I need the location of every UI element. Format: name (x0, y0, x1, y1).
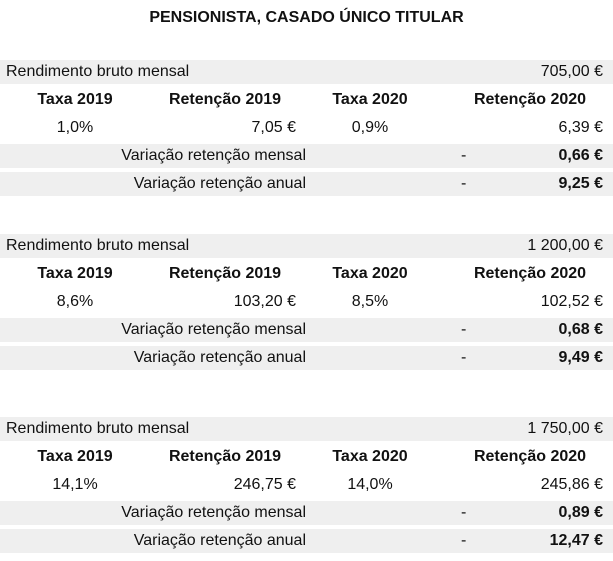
retencao-2019-value: 7,05 € (251, 119, 296, 136)
taxa-2020-value: 14,0% (347, 476, 393, 493)
income-label: Rendimento bruto mensal (6, 420, 190, 437)
income-amount: 1 750,00 € (527, 420, 603, 437)
monthly-variation-dash: - (461, 504, 467, 521)
retencao-2020-value: 245,86 € (540, 476, 603, 493)
header-retencao-2020: Retenção 2020 (473, 448, 587, 465)
header-retencao-2020: Retenção 2020 (473, 265, 587, 282)
income-label: Rendimento bruto mensal (6, 63, 190, 80)
monthly-variation-row (0, 144, 613, 168)
annual-variation-value: 9,49 € (558, 349, 603, 366)
monthly-variation-row (0, 318, 613, 342)
annual-variation-label: Variação retenção anual (133, 175, 306, 192)
header-taxa-2020: Taxa 2020 (332, 91, 408, 108)
monthly-variation-row (0, 501, 613, 525)
monthly-variation-dash: - (461, 321, 467, 338)
monthly-variation-value: 0,66 € (558, 147, 603, 164)
header-row (0, 88, 613, 112)
monthly-variation-label: Variação retenção mensal (121, 321, 306, 338)
income-row (0, 60, 613, 84)
income-amount: 705,00 € (540, 63, 603, 80)
monthly-variation-label: Variação retenção mensal (121, 147, 306, 164)
annual-variation-row (0, 346, 613, 370)
values-row (0, 290, 613, 314)
header-taxa-2020: Taxa 2020 (332, 265, 408, 282)
monthly-variation-label: Variação retenção mensal (121, 504, 306, 521)
monthly-variation-dash: - (461, 147, 467, 164)
taxa-2019-value: 8,6% (56, 293, 94, 310)
income-row (0, 234, 613, 258)
income-label: Rendimento bruto mensal (6, 237, 190, 254)
retencao-2020-value: 6,39 € (558, 119, 603, 136)
values-row (0, 116, 613, 140)
taxa-2019-value: 1,0% (56, 119, 94, 136)
taxa-2020-value: 0,9% (351, 119, 389, 136)
retencao-2019-value: 246,75 € (233, 476, 296, 493)
annual-variation-dash: - (461, 175, 467, 192)
taxa-2020-value: 8,5% (351, 293, 389, 310)
annual-variation-value: 9,25 € (558, 175, 603, 192)
monthly-variation-value: 0,89 € (558, 504, 603, 521)
header-retencao-2019: Retenção 2019 (168, 265, 282, 282)
header-retencao-2020: Retenção 2020 (473, 91, 587, 108)
monthly-variation-value: 0,68 € (558, 321, 603, 338)
header-taxa-2020: Taxa 2020 (332, 448, 408, 465)
header-retencao-2019: Retenção 2019 (168, 448, 282, 465)
taxa-2019-value: 14,1% (52, 476, 98, 493)
retencao-2019-value: 103,20 € (233, 293, 296, 310)
values-row (0, 473, 613, 497)
annual-variation-row (0, 172, 613, 196)
annual-variation-dash: - (461, 532, 467, 549)
header-taxa-2019: Taxa 2019 (37, 448, 113, 465)
annual-variation-row (0, 529, 613, 553)
annual-variation-value: 12,47 € (549, 532, 603, 549)
income-amount: 1 200,00 € (527, 237, 603, 254)
annual-variation-dash: - (461, 349, 467, 366)
income-row (0, 417, 613, 441)
header-row (0, 262, 613, 286)
annual-variation-label: Variação retenção anual (133, 532, 306, 549)
retencao-2020-value: 102,52 € (540, 293, 603, 310)
header-taxa-2019: Taxa 2019 (37, 265, 113, 282)
header-taxa-2019: Taxa 2019 (37, 91, 113, 108)
page-title: PENSIONISTA, CASADO ÚNICO TITULAR (149, 9, 464, 26)
header-row (0, 445, 613, 469)
header-retencao-2019: Retenção 2019 (168, 91, 282, 108)
annual-variation-label: Variação retenção anual (133, 349, 306, 366)
